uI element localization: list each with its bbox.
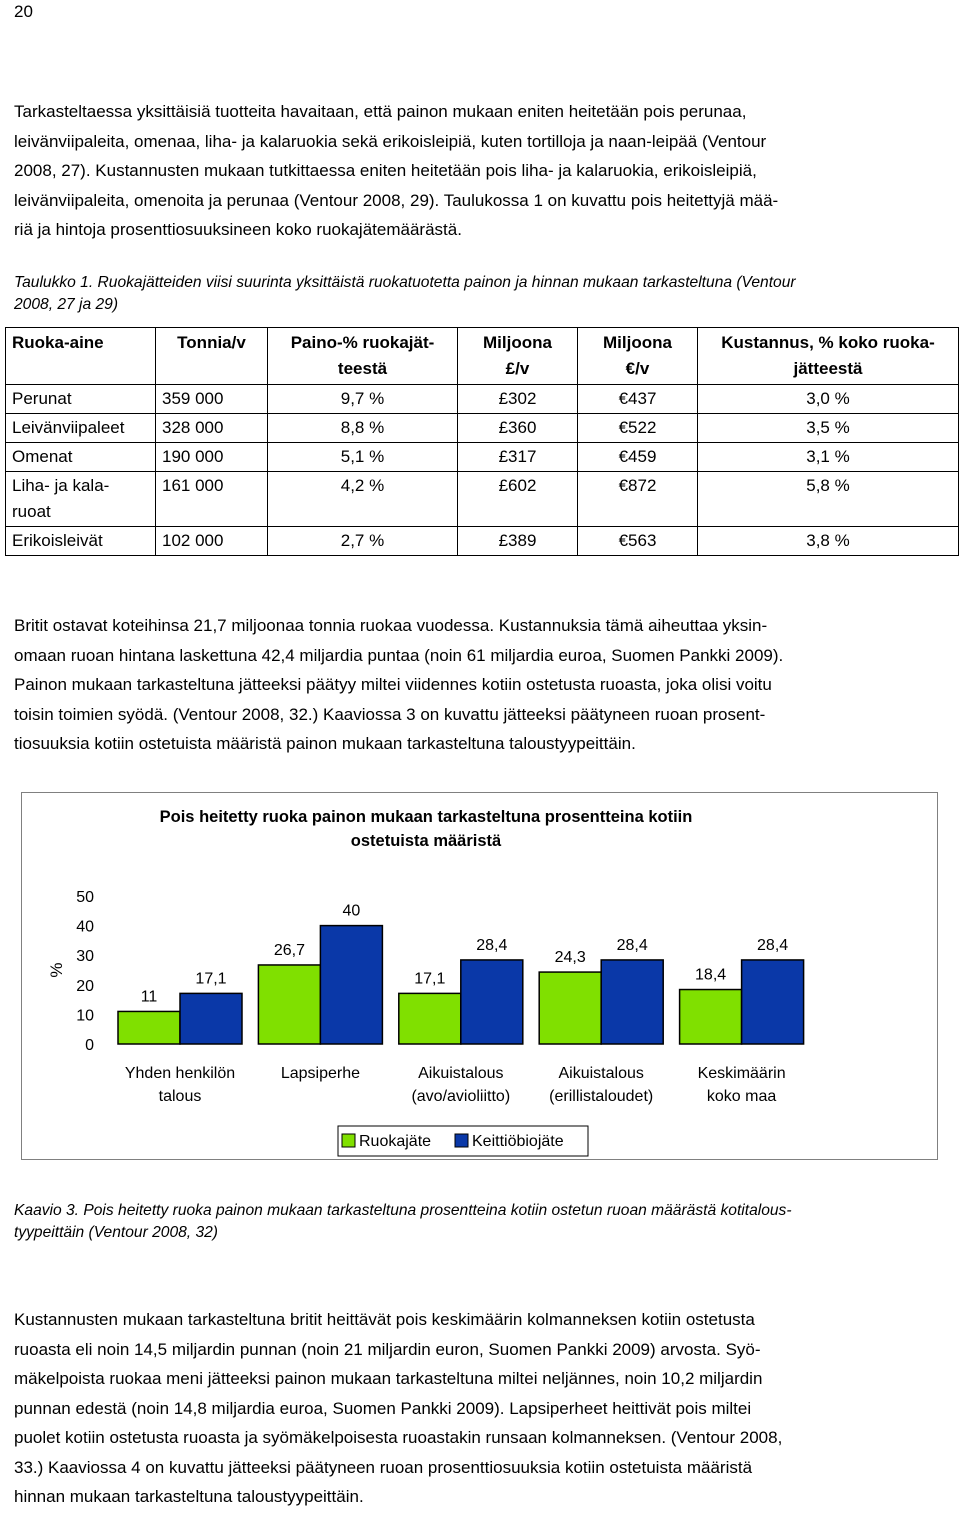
cell-tonnes: 161 000 xyxy=(156,472,268,527)
paragraph-line: punnan edestä (noin 14,8 miljardia euroa, Suomen Pankki 2009). Lapsiperheet heittivät pois miltei xyxy=(14,1398,752,1418)
data-label: 28,4 xyxy=(476,936,508,954)
bar-keittiobiojate xyxy=(461,960,523,1044)
bar-ruokajate xyxy=(399,993,461,1044)
paragraph-line: 2008, 27). Kustannusten mukaan tutkittaessa eniten heitetään pois liha- ja kalaruokia, erikoisleipiä, xyxy=(14,161,757,180)
paragraph-line: Tarkasteltaessa yksittäisiä tuotteita havaitaan, että painon mukaan eniten heitetään pois perunaa, xyxy=(14,102,747,121)
cell-food: Omenat xyxy=(6,443,156,472)
legend-swatch-keittiobiojate xyxy=(455,1134,468,1147)
paragraph-line: Britit ostavat koteihinsa 21,7 miljoonaa tonnia ruokaa vuodessa. Kustannuksia tämä aiheuttaa yksin- xyxy=(14,616,768,635)
category-label: Lapsiperhe xyxy=(280,1065,360,1082)
data-label: 28,4 xyxy=(616,936,648,954)
data-label: 24,3 xyxy=(554,949,586,967)
cell-tonnes: 359 000 xyxy=(156,385,268,414)
header-million-eur: Miljoona €/v xyxy=(578,328,698,385)
paragraph-line: Painon mukaan tarkasteltuna jätteeksi päätyy miltei viidennes kotiin ostetusta ruoasta, joka olisi voitu xyxy=(14,675,772,694)
paragraph-line: leivänviipaleita, omenaa, liha- ja kalaruokia sekä erikoisleipiä, kuten tortilloja ja naan-leipää (Ventour xyxy=(14,131,767,151)
chart-title-line: ostetuista määristä xyxy=(350,832,502,850)
chart-title-line: Pois heitetty ruoka painon mukaan tarkasteltuna prosentteina kotiin xyxy=(159,808,693,826)
header-cost-pct: Kustannus, % koko ruoka- jätteestä xyxy=(698,328,959,385)
paragraph-line: 33.) Kaaviossa 4 on kuvattu jätteeksi päätyneen ruoan prosenttiosuuksia kotiin ostetuista määristä xyxy=(14,1457,753,1477)
cell-eur: €563 xyxy=(578,527,698,556)
header-million-gbp: Miljoona £/v xyxy=(458,328,578,385)
category-label: Aikuistalous xyxy=(418,1065,504,1082)
data-label: 28,4 xyxy=(757,936,789,954)
category-label: (erillistaloudet) xyxy=(549,1088,654,1105)
paragraph-line: omaan ruoan hintana laskettuna 42,4 miljardia puntaa (noin 61 miljardia euroa, Suomen Pankki 2009). xyxy=(14,645,784,665)
category-label: talous xyxy=(158,1088,202,1105)
paragraph-line: ruoasta eli noin 14,5 miljardin punnan (noin 21 miljardin euron, Suomen Pankki 2009) arvosta. Syö- xyxy=(14,1339,761,1359)
data-label: 18,4 xyxy=(695,966,727,984)
y-tick-label: 50 xyxy=(76,889,94,906)
category-label: Aikuistalous xyxy=(558,1065,644,1082)
cell-cost-pct: 3,1 % xyxy=(698,443,959,472)
y-axis-label: % xyxy=(47,962,66,978)
bar-keittiobiojate xyxy=(742,960,804,1044)
cell-gbp: £602 xyxy=(458,472,578,527)
y-tick-label: 30 xyxy=(76,948,94,966)
cell-weight-pct: 2,7 % xyxy=(268,527,458,556)
cell-gbp: £302 xyxy=(458,385,578,414)
category-label: Yhden henkilön xyxy=(124,1065,236,1082)
cell-cost-pct: 3,5 % xyxy=(698,414,959,443)
figure-caption xyxy=(14,1200,949,1244)
caption-line: tyypeittäin (Ventour 2008, 32) xyxy=(14,1224,218,1241)
caption-line: Taulukko 1. Ruokajätteiden viisi suurinta yksittäistä ruokatuotetta painon ja hinnan mukaan tarkasteltuna (Ventour xyxy=(14,274,796,291)
cell-eur: €459 xyxy=(578,443,698,472)
cell-weight-pct: 8,8 % xyxy=(268,414,458,443)
y-tick-label: 40 xyxy=(76,918,94,936)
cell-cost-pct: 3,8 % xyxy=(698,527,959,556)
cell-food: Perunat xyxy=(6,385,156,414)
paragraph-line: tiosuuksia kotiin ostetuista määristä painon mukaan tarkasteltuna taloustyypeittäin. xyxy=(14,734,636,753)
cell-tonnes: 190 000 xyxy=(156,443,268,472)
closing-paragraph xyxy=(14,1305,949,1512)
bar-keittiobiojate xyxy=(320,926,382,1044)
caption-line: Kaavio 3. Pois heitetty ruoka painon mukaan tarkasteltuna prosentteina kotiin ostetun ruoan määrästä kotitalous- xyxy=(14,1202,792,1219)
data-label: 26,7 xyxy=(273,941,305,959)
data-label: 11 xyxy=(140,988,158,1006)
paragraph-line: mäkelpoista ruokaa meni jätteeksi painon mukaan tarkasteltuna miltei neljännes, noin 10,2 miljardin xyxy=(14,1369,763,1388)
bar-keittiobiojate xyxy=(601,960,663,1044)
y-tick-label: 0 xyxy=(85,1037,94,1054)
category-label: (avo/avioliitto) xyxy=(411,1088,511,1105)
paragraph-line: puolet kotiin ostetusta ruoasta ja syömäkelpoisesta ruoastakin runsaan kolmanneksen. (Ventour 2008, xyxy=(14,1428,783,1447)
caption-line: 2008, 27 ja 29) xyxy=(14,296,119,313)
cell-cost-pct: 3,0 % xyxy=(698,385,959,414)
paragraph-line: leivänviipaleita, omenoita ja perunaa (Ventour 2008, 29). Taulukossa 1 on kuvattu pois heitettyjä mää- xyxy=(14,190,779,210)
cell-eur: €872 xyxy=(578,472,698,527)
bar-ruokajate xyxy=(118,1011,180,1044)
data-label: 40 xyxy=(342,902,361,920)
cell-food: Leivänviipaleet xyxy=(6,414,156,443)
cell-gbp: £317 xyxy=(458,443,578,472)
cell-weight-pct: 4,2 % xyxy=(268,472,458,527)
category-label: Keskimäärin xyxy=(697,1065,786,1082)
cell-eur: €437 xyxy=(578,385,698,414)
bar-ruokajate xyxy=(680,990,742,1044)
data-label: 17,1 xyxy=(195,970,227,988)
header-tonnes: Tonnia/v xyxy=(156,328,268,385)
paragraph-line: hinnan mukaan tarkasteltuna taloustyypeittäin. xyxy=(14,1487,364,1506)
cell-food: Erikoisleivät xyxy=(6,527,156,556)
bar-keittiobiojate xyxy=(180,993,242,1044)
cell-gbp: £360 xyxy=(458,414,578,443)
paragraph-line: riä ja hintoja prosenttiosuuksineen koko ruokajätemäärästä. xyxy=(14,220,462,239)
y-tick-label: 10 xyxy=(76,1007,94,1025)
cell-food: Liha- ja kala- ruoat xyxy=(6,472,156,527)
header-food: Ruoka-aine xyxy=(6,328,156,385)
cell-cost-pct: 5,8 % xyxy=(698,472,959,527)
y-tick-label: 20 xyxy=(76,977,94,995)
paragraph-line: Kustannusten mukaan tarkasteltuna britit heittävät pois keskimäärin kolmanneksen kotiin ostetusta xyxy=(14,1310,755,1329)
cell-gbp: £389 xyxy=(458,527,578,556)
bar-ruokajate xyxy=(539,972,601,1044)
paragraph-line: toisin toimien syödä. (Ventour 2008, 32.) Kaaviossa 3 on kuvattu jätteeksi päätyneen ruoan prosent- xyxy=(14,704,766,724)
cell-eur: €522 xyxy=(578,414,698,443)
page-number: 20 xyxy=(14,2,33,21)
legend-label: Ruokajäte xyxy=(359,1133,432,1150)
bar-ruokajate xyxy=(258,965,320,1044)
cell-tonnes: 102 000 xyxy=(156,527,268,556)
cell-weight-pct: 9,7 % xyxy=(268,385,458,414)
legend-swatch-ruokajate xyxy=(342,1134,355,1147)
header-weight-pct: Paino-% ruokajät- teestä xyxy=(268,328,458,385)
legend-label: Keittiöbiojäte xyxy=(472,1133,564,1150)
category-label: koko maa xyxy=(706,1088,777,1105)
cell-weight-pct: 5,1 % xyxy=(268,443,458,472)
data-label: 17,1 xyxy=(414,970,446,988)
cell-tonnes: 328 000 xyxy=(156,414,268,443)
